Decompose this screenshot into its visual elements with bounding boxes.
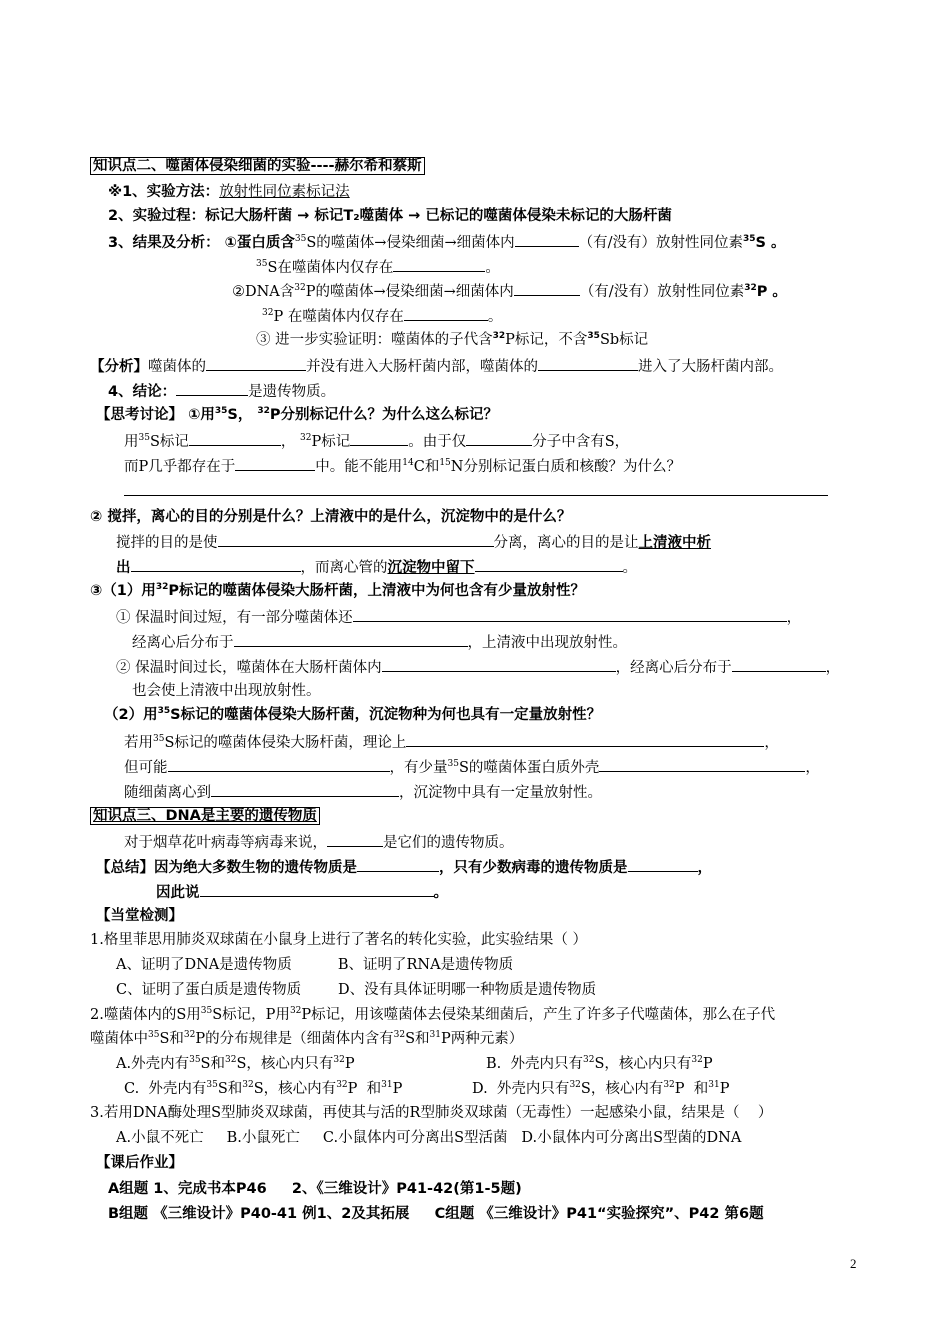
summary-line-2: 因此说 。 <box>156 881 448 903</box>
check-heading: 【当堂检测】 <box>96 908 183 924</box>
tmv-line: 对于烟草花叶病毒等病毒来说， 是它们的遗传物质。 <box>124 831 514 853</box>
summary-line-1: 【总结】因为绝大多数生物的遗传物质是 ，只有少数病毒的遗传物质是 ， <box>96 856 712 878</box>
homework-group-a: A组题 1、完成书本P46 2、《三维设计》P41-42(第1-5题) <box>108 1181 522 1197</box>
question-2-option-c: C. 外壳内有$^{35}$S和$^{32}$S，核心内有$^{32}$P 和$^{31}$P <box>124 1080 403 1097</box>
stir-question: ② 搅拌，离心的目的分别是什么？上清液中的是什么，沉淀物中的是什么？ <box>90 509 572 525</box>
question-3: 3.若用DNA酶处理S型肺炎双球菌，再使其与活的R型肺炎双球菌（无毒性）一起感染小鼠，结果是（ ） <box>90 1105 773 1121</box>
result-line-3: ②DNA含$^{32}$P的噬菌体→侵染细菌→细菌体内 （有/没有）放射性同位素$^{32}$P 。 <box>232 280 787 302</box>
conclusion-line: 4、结论： 是遗传物质。 <box>108 380 335 402</box>
process-line: 2、实验过程：标记大肠杆菌 → 标记T₂噬菌体 → 已标记的噬菌体侵染未标记的大肠杆菌 <box>108 208 672 224</box>
analysis-line: 【分析】噬菌体的 并没有进入大肠杆菌内部，噬菌体的 进入了大肠杆菌内部。 <box>90 355 783 377</box>
result-line-5: ③ 进一步实验证明：噬菌体的子代含$^{32}$P标记，不含$^{35}$Sb标记 <box>256 331 649 348</box>
label-use-line: 用$^{35}$S标记 ， $^{32}$P标记 。由于仅 分子中含有S， <box>124 430 629 452</box>
section-title-kp2: 知识点二、噬菌体侵染细菌的实验----赫尔希和蔡斯 <box>90 156 425 176</box>
think-discuss-line: 【思考讨论】 ①用$^{35}$S， $^{32}$P分别标记什么？为什么这么标记？ <box>96 406 499 423</box>
radioactivity-question-2: （2）用$^{35}$S标记的噬菌体侵染大肠杆菌，沉淀物种为何也具有一定量放射性？ <box>104 706 602 723</box>
method-value: 放射性同位素标记法 <box>219 184 350 200</box>
reason-2-line-1: ② 保温时间过长，噬菌体在大肠杆菌体内 ，经离心后分布于 ， <box>116 656 840 678</box>
question-2-option-b: B. 外壳内只有$^{32}$S，核心内只有$^{32}$P <box>486 1055 713 1072</box>
question-2: 2.噬菌体内的S用$^{35}$S标记，P用$^{32}$P标记，用该噬菌体去侵染某细菌后，产生了许多子代噬菌体，那么在子代 <box>90 1006 776 1023</box>
reason-1-line-1: ① 保温时间过短，有一部分噬菌体还 ， <box>116 606 801 628</box>
precipitate-line-2: 但可能 ，有少量$^{35}$S的噬菌体蛋白质外壳 ， <box>124 756 820 778</box>
label-question-line: 而P几乎都存在于 中。能不能用$^{14}$C和$^{15}$N分别标记蛋白质和核酸？为什么？ <box>124 455 681 477</box>
precipitate-line-1: 若用$^{35}$S标记的噬菌体侵染大肠杆菌，理论上 ， <box>124 731 779 753</box>
radioactivity-question-1: ③（1）用$^{32}$P标记的噬菌体侵染大肠杆菌，上清液中为何也含有少量放射性？ <box>90 582 586 599</box>
question-2-option-d: D. 外壳内只有$^{32}$S，核心内有$^{32}$P 和$^{31}$P <box>472 1080 730 1097</box>
homework-group-bc: B组题 《三维设计》P40-41 例1、2及其拓展 C组题 《三维设计》P41“实验探究”、P42 第6题 <box>108 1206 764 1222</box>
result-line-1: 3、结果及分析： ①蛋白质含$^{35}$S的噬菌体→侵染细菌→细菌体内 （有/没有）放射性同位素$^{35}$S 。 <box>108 231 786 253</box>
answer-line <box>124 495 828 496</box>
question-2-line-2: 噬菌体中$^{35}$S和$^{32}$P的分布规律是（细菌体内含有$^{32}$S和$^{31}$P两种元素） <box>90 1030 524 1047</box>
precipitate-line-3: 随细菌离心到 ，沉淀物中具有一定量放射性。 <box>124 781 602 803</box>
question-1-options-cd: C、证明了蛋白质是遗传物质 D、没有具体证明哪一种物质是遗传物质 <box>116 982 597 998</box>
question-3-options: A.小鼠不死亡 B.小鼠死亡 C.小鼠体内可分离出S型活菌 D.小鼠体内可分离出S型菌的DNA <box>116 1130 742 1146</box>
reason-2-line-2: 也会使上清液中出现放射性。 <box>132 683 321 699</box>
question-1: 1.格里菲思用肺炎双球菌在小鼠身上进行了著名的转化实验，此实验结果（ ） <box>90 932 587 948</box>
page-number: 2 <box>850 1256 857 1271</box>
result-line-2: $^{35}$S在噬菌体内仅存在 。 <box>256 256 500 278</box>
stir-answer-1: 搅拌的目的是使 分离，离心的目的是让上清液中析 <box>116 531 711 553</box>
reason-1-line-2: 经离心后分布于 ，上清液中出现放射性。 <box>132 631 627 653</box>
question-2-option-a: A.外壳内有$^{35}$S和$^{32}$S，核心内只有$^{32}$P <box>116 1055 355 1072</box>
result-line-4: $^{32}$P 在噬菌体内仅存在 。 <box>262 305 502 327</box>
stir-answer-2: 出 ，而离心管的沉淀物中留下 。 <box>116 556 637 578</box>
method-line: ※1、实验方法：放射性同位素标记法 <box>108 184 350 200</box>
homework-heading: 【课后作业】 <box>96 1155 183 1171</box>
question-1-options-ab: A、证明了DNA是遗传物质 B、证明了RNA是遗传物质 <box>116 957 514 973</box>
section-title-kp3: 知识点三、DNA是主要的遗传物质 <box>90 806 320 826</box>
